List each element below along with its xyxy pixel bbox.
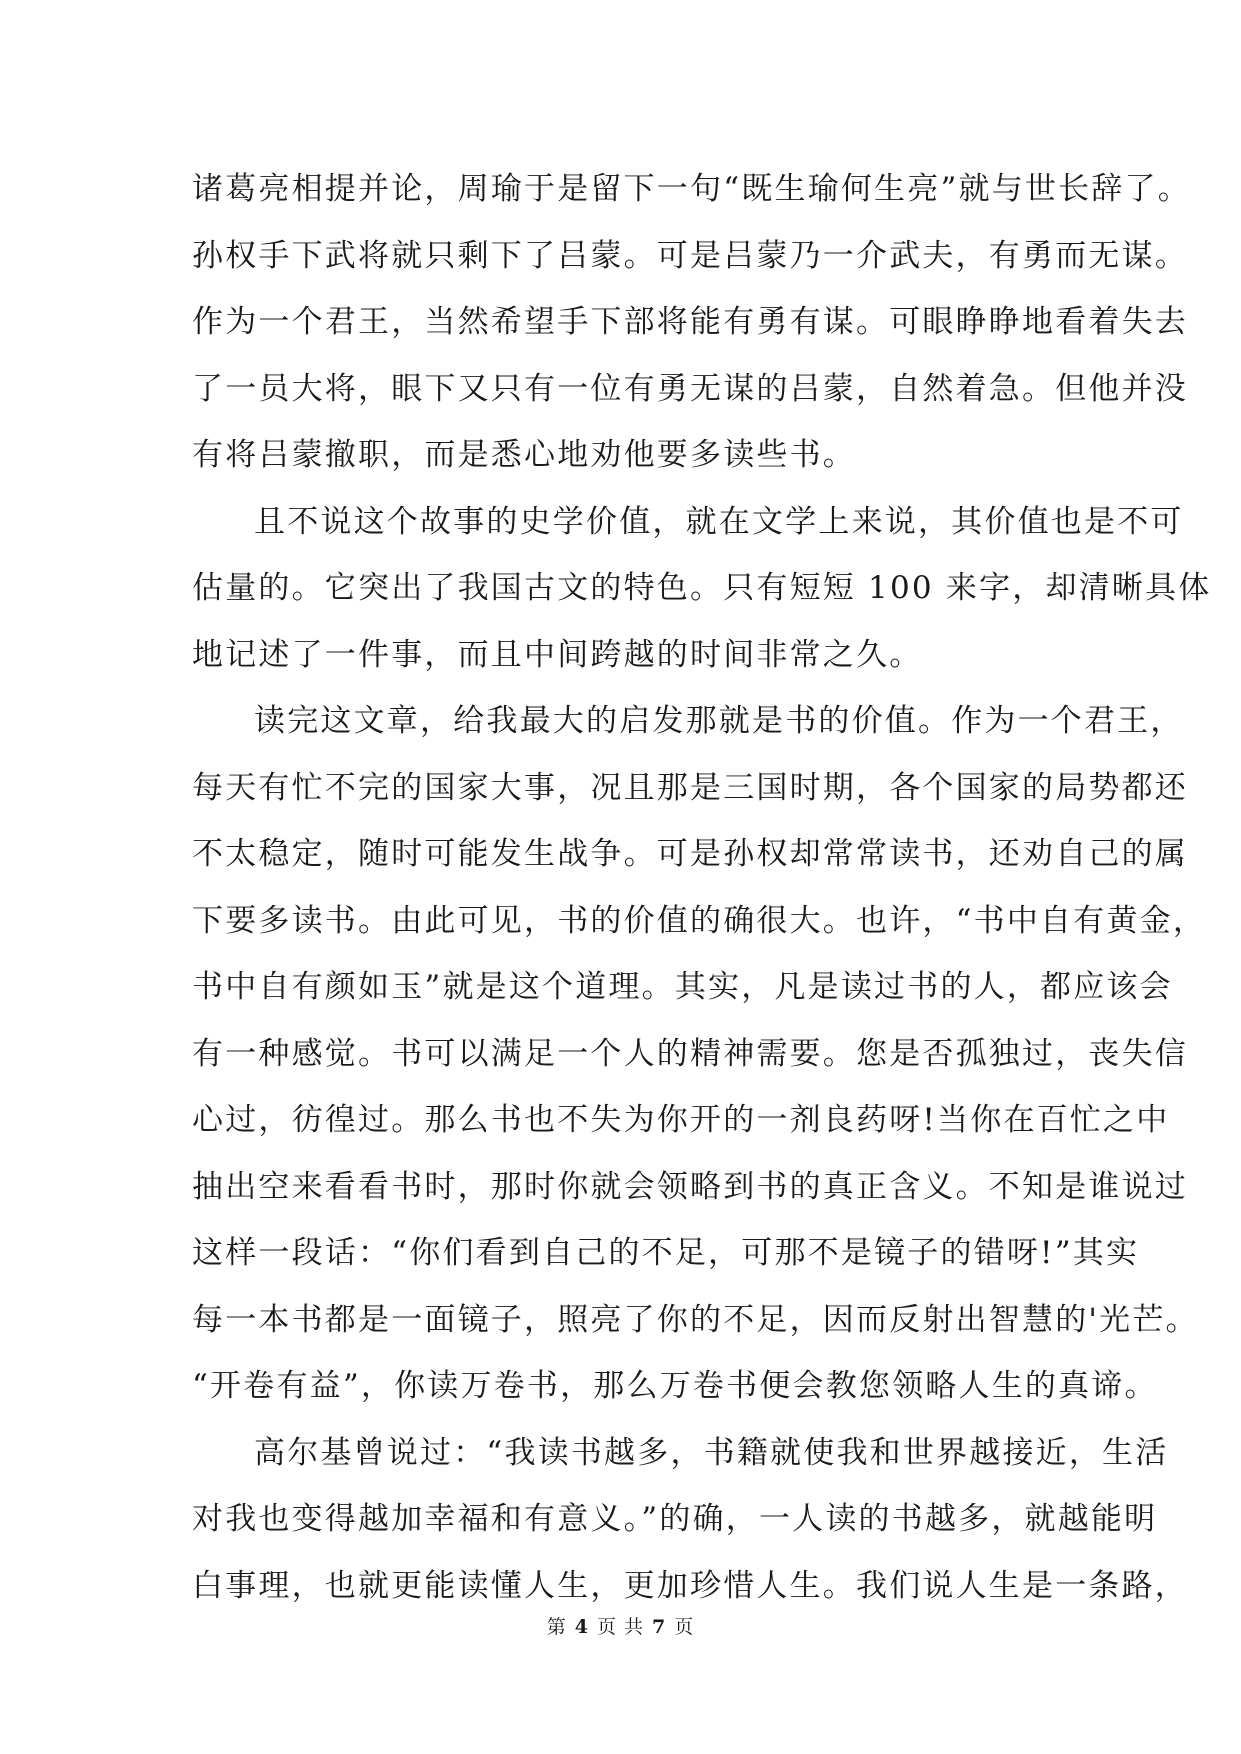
text-line: 书中自有颜如玉”就是这个道理。其实，凡是读过书的人，都应该会 — [192, 969, 1173, 1005]
text-line: 不太稳定，随时可能发生战争。可是孙权却常常读书，还劝自己的属 — [192, 836, 1188, 872]
text-line: 每一本书都是一面镜子，照亮了你的不足，因而反射出智慧的'光芒。 — [192, 1301, 1199, 1338]
text-line: 且不说这个故事的史学价值，就在文学上来说，其价值也是不可 — [254, 503, 1184, 540]
text-line: 对我也变得越加幸福和有意义。”的确，一人读的书越多，就越能明 — [192, 1501, 1158, 1537]
footer-total-pages: 7 — [652, 1616, 667, 1638]
text-line: 抽出空来看看书时，那时你就会领略到书的真正含义。不知是谁说过 — [192, 1168, 1188, 1205]
text-line: 地记述了一件事，而且中间跨越的时间非常之久。 — [192, 636, 923, 673]
footer-middle: 页 共 — [596, 1616, 645, 1638]
text-line: 心过，彷徨过。那么书也不失为你开的一剂良药呀!当你在百忙之中 — [192, 1102, 1170, 1138]
body-text — [192, 156, 1212, 1619]
footer-prefix: 第 — [546, 1616, 567, 1638]
footer-current-page: 4 — [574, 1616, 589, 1638]
text-line: 估量的。它突出了我国古文的特色。只有短短 100 来字，却清晰具体 — [192, 570, 1212, 606]
text-line: 高尔基曾说过：“我读书越多，书籍就使我和世界越接近，生活 — [254, 1434, 1169, 1471]
text-line: 了一员大将，眼下又只有一位有勇无谋的吕蒙，自然着急。但他并没 — [192, 370, 1188, 407]
text-line: 每天有忙不完的国家大事，况且那是三国时期，各个国家的局势都还 — [192, 769, 1188, 806]
text-line: 诸葛亮相提并论，周瑜于是留下一句“既生瑜何生亮”就与世长辞了。 — [192, 171, 1191, 207]
text-line: 孙权手下武将就只剩下了吕蒙。可是吕蒙乃一介武夫，有勇而无谋。 — [192, 237, 1188, 274]
text-line: 白事理，也就更能读懂人生，更加珍惜人生。我们说人生是一条路， — [192, 1567, 1188, 1604]
text-line: 有一种感觉。书可以满足一个人的精神需要。您是否孤独过，丧失信 — [192, 1035, 1188, 1072]
page-footer — [0, 1612, 1241, 1639]
text-line: 作为一个君王，当然希望手下部将能有勇有谋。可眼睁睁地看着失去 — [192, 304, 1188, 340]
text-line: 读完这文章，给我最大的启发那就是书的价值。作为一个君王， — [254, 703, 1184, 739]
text-line: “开卷有益”，你读万卷书，那么万卷书便会教您领略人生的真谛。 — [192, 1368, 1158, 1404]
text-line: 下要多读书。由此可见，书的价值的确很大。也许，“书中自有黄金， — [192, 902, 1207, 939]
footer-suffix: 页 — [674, 1616, 695, 1638]
text-line: 有将吕蒙撤职，而是悉心地劝他要多读些书。 — [192, 437, 856, 473]
text-line: 这样一段话：“你们看到自己的不足，可那不是镜子的错呀!”其实 — [192, 1235, 1140, 1271]
